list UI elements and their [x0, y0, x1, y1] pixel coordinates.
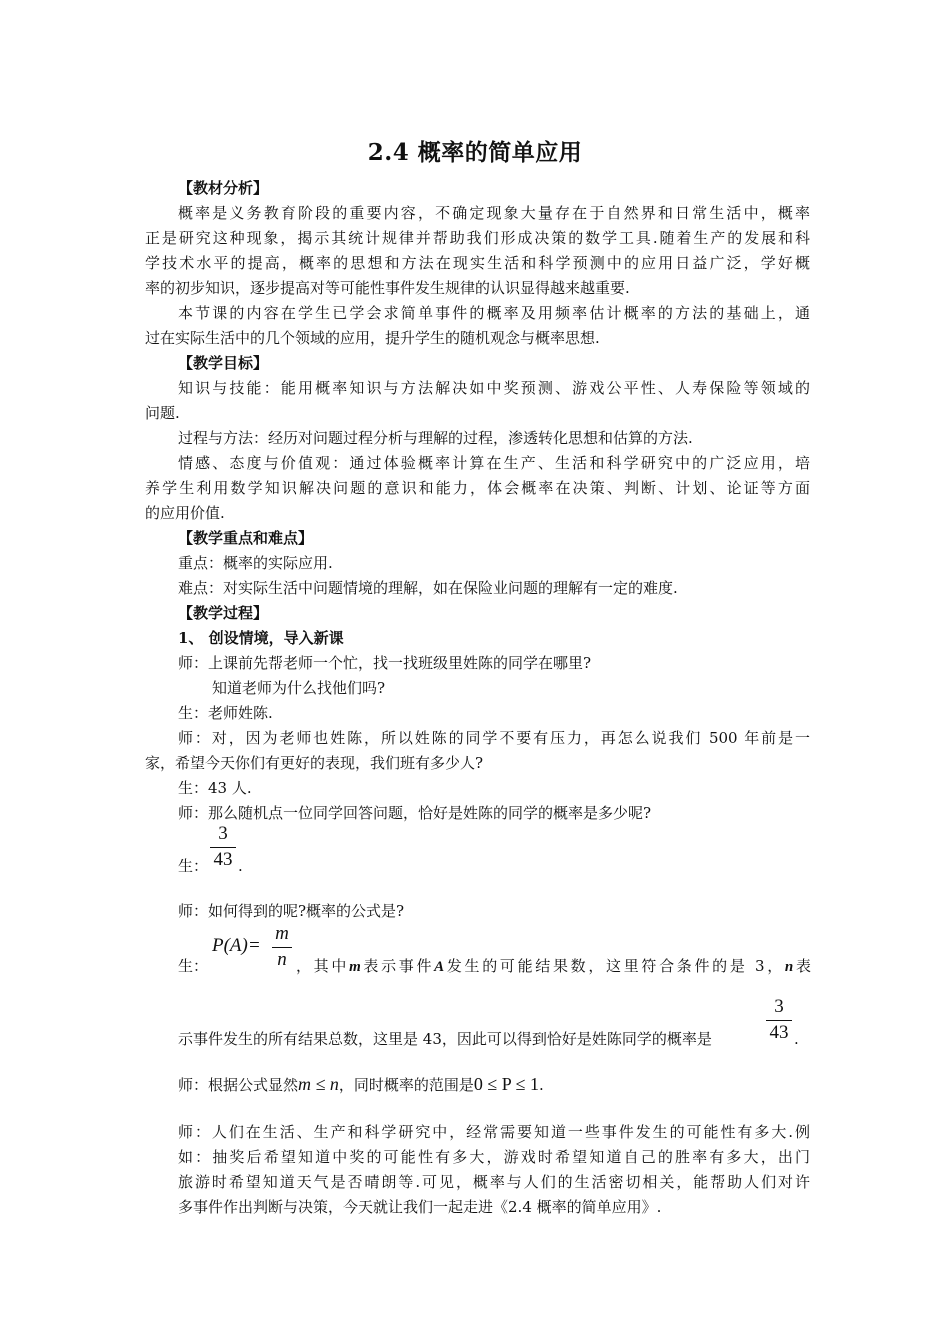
paragraph-line: 情感、态度与价值观：通过体验概率计算在生产、生活和科学研究中的广泛应用，培 — [178, 454, 810, 472]
paragraph-line: 过程与方法：经历对问题过程分析与理解的过程，渗透转化思想和估算的方法. — [178, 429, 693, 447]
paragraph-line: 学技术水平的提高，概率的思想和方法在现实生活和科学预测中的应用日益广泛，学好概 — [145, 254, 810, 272]
dialogue-prefix: 生： — [178, 957, 209, 975]
paragraph-line: 重点：概率的实际应用. — [178, 554, 333, 572]
page-title: 2.4 概率的简单应用 — [367, 139, 583, 166]
text-fragment: 师：根据公式显然 — [178, 1076, 299, 1094]
inequality-m-le-n: m ≤ n — [298, 1074, 339, 1094]
text-fragment: 发生的可能结果数，这里符合条件的是 3， — [444, 957, 785, 975]
dialogue-line: 示事件发生的所有结果总数，这里是 43，因此可以得到恰好是姓陈同学的概率是 — [178, 1030, 712, 1048]
variable-n: n — [784, 959, 794, 975]
fraction-denominator: n — [277, 949, 287, 970]
fraction-numerator: m — [275, 923, 289, 944]
section-heading-textbook-analysis: 【教材分析】 — [178, 179, 269, 197]
fraction-m-over-n — [272, 923, 292, 971]
punctuation: . — [794, 1030, 799, 1048]
dialogue-line — [178, 1071, 810, 1098]
text-fragment: 表 — [793, 957, 811, 975]
formula-probability-lhs: P(A)= — [212, 935, 261, 956]
section-heading-key-points: 【教学重点和难点】 — [178, 529, 314, 547]
variable-m: m — [349, 959, 361, 975]
fraction-denominator: 43 — [769, 1022, 789, 1043]
text-fragment: ，同时概率的范围是 — [338, 1076, 474, 1094]
fraction-bar — [766, 1020, 792, 1021]
fraction-bar — [210, 847, 236, 848]
dialogue-line: 家，希望今天你们有更好的表现，我们班有多少人? — [145, 754, 484, 772]
fraction-bar — [272, 947, 292, 948]
dialogue-line: 师：如何得到的呢?概率的公式是? — [178, 902, 405, 920]
dialogue-line: 师：人们在生活、生产和科学研究中，经常需要知道一些事件发生的可能性有多大.例 — [178, 1123, 810, 1141]
fraction-3-over-43 — [766, 996, 792, 1044]
fraction-numerator: 3 — [218, 823, 228, 844]
paragraph-line: 的应用价值. — [145, 504, 225, 522]
paragraph-line: 率的初步知识，逐步提高对等可能性事件发生规律的认识显得越来越重要. — [145, 279, 630, 297]
paragraph-line: 问题. — [145, 404, 180, 422]
paragraph-line: 知识与技能：能用概率知识与方法解决如中奖预测、游戏公平性、人寿保险等领域的 — [178, 379, 810, 397]
paragraph-line: 概率是义务教育阶段的重要内容，不确定现象大量存在于自然界和日常生活中，概率 — [178, 204, 810, 222]
section-heading-teaching-process: 【教学过程】 — [178, 604, 269, 622]
paragraph-line: 养学生利用数学知识解决问题的意识和能力，体会概率在决策、判断、计划、论证等方面 — [145, 479, 810, 497]
fraction-denominator: 43 — [213, 849, 233, 870]
text-fragment: ，其中 — [296, 957, 350, 975]
dialogue-line: 师：对，因为老师也姓陈，所以姓陈的同学不要有压力，再怎么说我们 500 年前是一 — [178, 729, 810, 747]
variable-A: A — [434, 959, 445, 975]
text-fragment: 表示事件 — [360, 957, 435, 975]
paragraph-line: 过在实际生活中的几个领域的应用，提升学生的随机观念与概率思想. — [145, 329, 600, 347]
dialogue-line: 多事件作出判断与决策，今天就让我们一起走进《2.4 概率的简单应用》. — [178, 1198, 662, 1216]
paragraph-line: 正是研究这种现象，揭示其统计规律并帮助我们形成决策的数学工具.随着生产的发展和科 — [145, 229, 810, 247]
punctuation: . — [238, 857, 243, 875]
formula-explanation-line — [296, 953, 811, 980]
paragraph-line: 难点：对实际生活中问题情境的理解，如在保险业问题的理解有一定的难度. — [178, 579, 678, 597]
subsection-heading: 1、 创设情境，导入新课 — [178, 629, 344, 647]
text-fragment: . — [539, 1076, 544, 1094]
section-heading-teaching-goals: 【教学目标】 — [178, 354, 269, 372]
dialogue-line: 生：老师姓陈. — [178, 704, 273, 722]
dialogue-line: 知道老师为什么找他们吗? — [212, 679, 386, 697]
dialogue-prefix: 生： — [178, 857, 209, 875]
dialogue-line: 师：那么随机点一位同学回答问题，恰好是姓陈的同学的概率是多少呢? — [178, 804, 652, 822]
dialogue-line: 旅游时希望知道天气是否晴朗等.可见，概率与人们的生活密切相关，能帮助人们对许 — [178, 1173, 810, 1191]
dialogue-line: 生：43 人. — [178, 779, 252, 797]
paragraph-line: 本节课的内容在学生已学会求简单事件的概率及用频率估计概率的方法的基础上，通 — [178, 304, 810, 322]
fraction-numerator: 3 — [774, 996, 784, 1017]
fraction-3-over-43 — [210, 823, 236, 871]
dialogue-line: 师：上课前先帮老师一个忙，找一找班级里姓陈的同学在哪里? — [178, 654, 592, 672]
dialogue-line: 如：抽奖后希望知道中奖的可能性有多大，游戏时希望知道自己的胜率有多大，出门 — [178, 1148, 810, 1166]
inequality-probability-range: 0 ≤ P ≤ 1 — [473, 1074, 540, 1094]
